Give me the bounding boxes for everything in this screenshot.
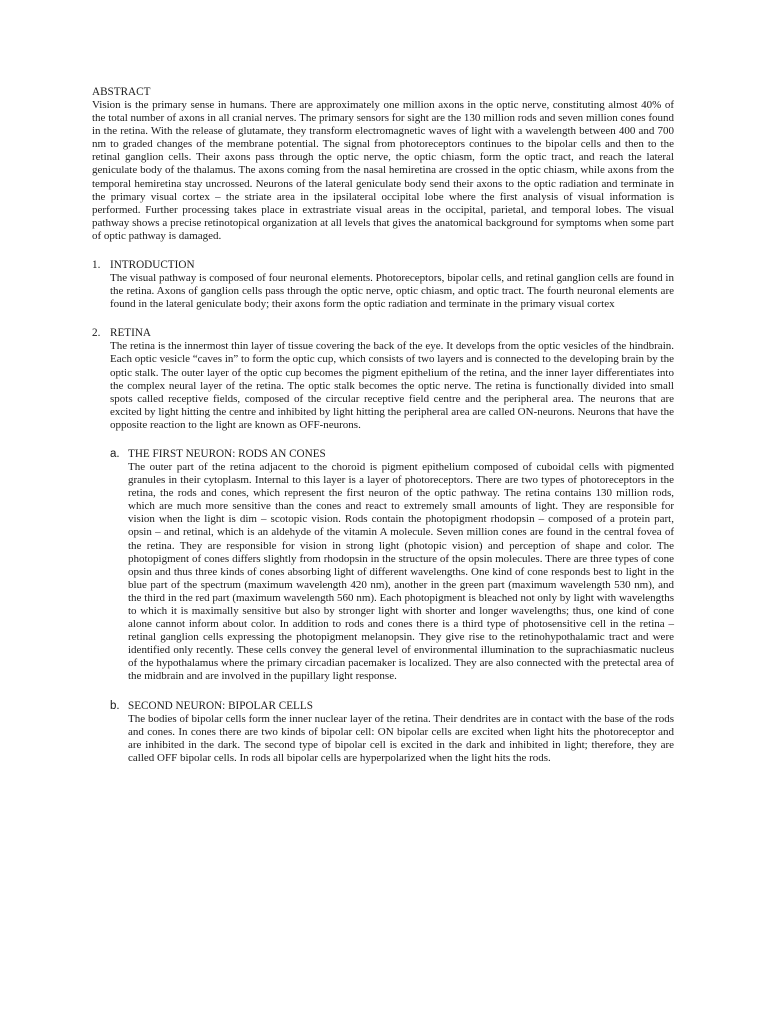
subsection-first-neuron — [110, 448, 674, 684]
subsection-paragraph: The outer part of the retina adjacent to the choroid is pigment epithelium composed of cuboidal cells with pigmented granules in their cytoplasm. Internal to this layer is a layer of photoreceptors. There are two types of photoreceptors in the retina, the rods and cones, which represent the first neuron of the optic pathway. The retina contains 130 million rods, which are much more sensitive than the cones and react to extremely small amounts of light. They are responsible for vision when the light is dim – scotopic vision. Rods contain the photopigment rhodopsin – composed of a protein part, opsin – and retinal, which is an aldehyde of the vitamin A molecule. Seven million cones are found in the central fovea of the retina. They are responsible for vision in strong light (photopic vision) and perception of shape and color. The photopigment of cones differs slightly from rhodopsin in the structure of the opsin molecules. There are three types of cone opsin and thus three kinds of cones absorbing light of different wavelengths. One kind of cone responds best to light in the blue part of the spectrum (maximum wavelength 420 nm), another in the green part (maximum wavelength 530 nm), and the third in the red part (maximum wavelength 560 nm). Each photopigment is bleached not only by light with wavelengths to which it is maximally sensitive but also by stronger light with shorter and longer wavelengths; thus, one kind of cone alone cannot inform about color. In addition to rods and cones there is a third type of photosensitive cell in the retina – retinal ganglion cells expressing the photopigment melanopsin. They give rise to the retinohypothalamic tract and were identified only recently. These cells convey the general level of environmental illumination to the suprachiasmatic nucleus of the hypothalamus where the primary circadian pacemaker is localized. They are also connected with the pretectal area of the midbrain and are involved in the pupillary light response. — [128, 460, 674, 683]
subsection-letter: a. — [110, 447, 120, 460]
section-introduction — [92, 259, 674, 311]
section-retina — [92, 327, 674, 765]
abstract-paragraph: Vision is the primary sense in humans. There are approximately one million axons in the optic nerve, constituting almost 40% of the total number of axons in all cranial nerves. The primary sensors for sight are the 130 million rods and seven million cones found in the retina. With the release of glutamate, they transform electromagnetic waves of light with a wavelength between 400 and 700 nm to graded changes of the membrane potential. The signal from photoreceptors continues to the bipolar cells and then to the retinal ganglion cells. Their axons pass through the optic nerve, the optic chiasm, form the optic tract, and reach the lateral geniculate body of the thalamus. The axons coming from the nasal hemiretina are crossed in the optic chiasm, while axons from the temporal hemiretina stay uncrossed. Neurons of the lateral geniculate body send their axons to the optic radiation and terminate in the primary visual cortex – the striate area in the ipsilateral occipital lobe where the first analysis of visual information is performed. Further processing takes place in extrastriate visual areas in the occipital, parietal, and temporal lobes. The visual pathway shows a precise retinotopical organization at all levels that gives the anatomical background for symptoms when some part of optic pathway is damaged. — [92, 99, 674, 242]
abstract-heading: ABSTRACT — [92, 86, 151, 98]
section-title: RETINA — [110, 327, 152, 340]
subsection-title: SECOND NEURON: BIPOLAR CELLS — [128, 699, 313, 712]
section-number: 1. — [92, 259, 101, 272]
subsection-letter: b. — [110, 699, 120, 712]
section-title: INTRODUCTION — [110, 259, 195, 272]
subsection-paragraph: The bodies of bipolar cells form the inner nuclear layer of the retina. Their dendrites are in contact with the base of the rods and cones. In cones there are two kinds of bipolar cell: ON bipolar cells are excited when light hits the photoreceptor and are inhibited in the dark. The second type of bipolar cell is excited in the dark and inhibited in light; therefore, they are called OFF bipolar cells. In rods all bipolar cells are hyperpolarized when the light hits the rods. — [128, 712, 674, 764]
subsection-heading — [110, 700, 674, 713]
section-paragraph: The retina is the innermost thin layer of tissue covering the back of the eye. It develops from the optic vesicles of the hindbrain. Each optic vesicle “caves in” to form the optic cup, which consists of two layers and is connected to the developing brain by the optic stalk. The outer layer of the optic cup becomes the pigment epithelium of the retina, and the inner layer differentiates into the complex neural layer of the retina. The optic stalk becomes the optic nerve. The retina is functionally divided into small spots called receptive fields, composed of the circular receptive field centre and the peripheral area. The neurons that are excited by light hitting the centre and inhibited by light hitting the peripheral area are called ON-neurons. Neurons that have the opposite reaction to the light are known as OFF-neurons. — [110, 340, 674, 431]
document-content — [92, 86, 674, 765]
section-number: 2. — [92, 327, 101, 340]
section-heading — [92, 259, 674, 272]
subsection-title: THE FIRST NEURON: RODS AN CONES — [128, 447, 326, 460]
subsection-heading — [110, 448, 674, 461]
subsection-second-neuron — [110, 700, 674, 765]
section-paragraph: The visual pathway is composed of four neuronal elements. Photoreceptors, bipolar cells, and retinal ganglion cells are found in the retina. Axons of ganglion cells pass through the optic nerve, optic chiasm, and optic tract. The fourth neuronal elements are found in the lateral geniculate body; their axons form the optic radiation and terminate in the primary visual cortex — [110, 272, 674, 311]
section-heading — [92, 327, 674, 340]
